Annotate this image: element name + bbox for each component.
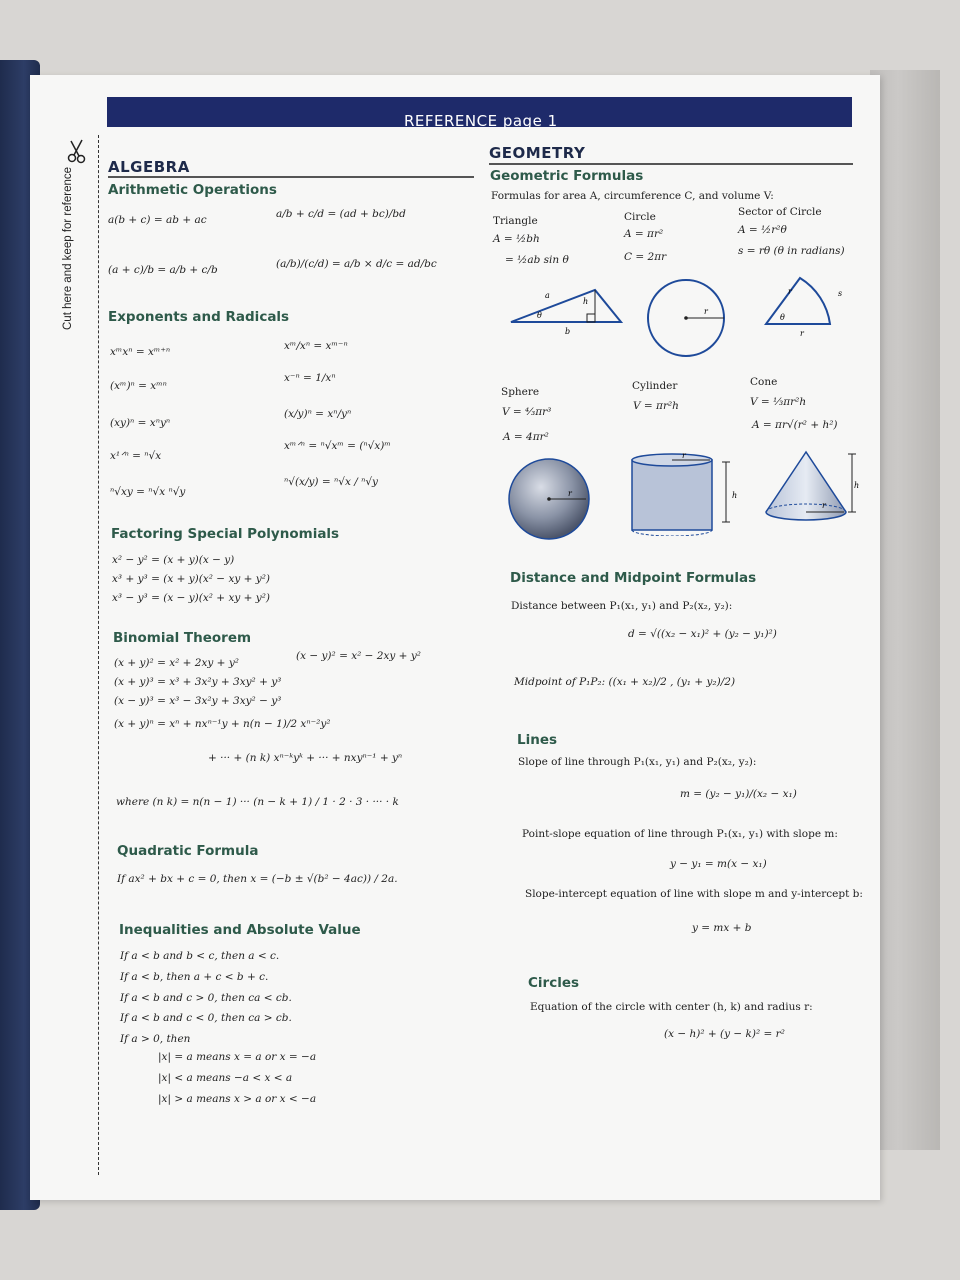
- exp-right-4: xᵐᐟⁿ = ⁿ√xᵐ = (ⁿ√x)ᵐ: [284, 440, 391, 452]
- distance-formula: d = √((x₂ − x₁)² + (y₂ − y₁)²): [628, 628, 777, 640]
- triangle-area-2: = ½ab sin θ: [505, 254, 569, 266]
- slope-intro: Slope of line through P₁(x₁, y₁) and P₂(x₂, y₂):: [518, 756, 757, 768]
- circle-area: A = πr²: [624, 228, 664, 240]
- exp-left-2: (xᵐ)ⁿ = xᵐⁿ: [110, 380, 167, 392]
- exp-left-5: ⁿ√xy = ⁿ√x ⁿ√y: [110, 486, 186, 498]
- cylinder-label: Cylinder: [632, 380, 678, 392]
- triangle-h-label: h: [583, 297, 589, 306]
- slope-intercept-formula: y = mx + b: [692, 922, 752, 934]
- circle-label: Circle: [624, 211, 656, 223]
- cylinder-volume: V = πr²h: [633, 400, 679, 412]
- distance-intro: Distance between P₁(x₁, y₁) and P₂(x₂, y₂):: [511, 600, 733, 612]
- inequality-line-7: |x| < a means −a < x < a: [158, 1072, 293, 1084]
- binomial-line-3: (x − y)³ = x³ − 3x²y + 3xy² − y³: [114, 695, 282, 707]
- triangle-label: Triangle: [493, 215, 538, 227]
- circle-circumference: C = 2πr: [624, 251, 667, 263]
- binomial-line-4: (x + y)ⁿ = xⁿ + nxⁿ⁻¹y + n(n − 1)/2 xⁿ⁻²y²: [114, 718, 331, 730]
- cone-figure: [760, 446, 864, 526]
- factoring-line-1: x² − y² = (x + y)(x − y): [112, 554, 235, 566]
- reference-title: REFERENCE page 1: [404, 112, 558, 130]
- inequality-line-4: If a < b and c < 0, then ca > cb.: [120, 1012, 292, 1024]
- geometric-intro: Formulas for area A, circumference C, and volume V:: [491, 190, 774, 202]
- binomial-line-1b: (x − y)² = x² − 2xy + y²: [296, 650, 421, 662]
- triangle-theta-label: θ: [537, 311, 542, 320]
- cone-r-label: r: [822, 501, 826, 510]
- exp-left-1: xᵐxⁿ = xᵐ⁺ⁿ: [110, 346, 171, 358]
- sphere-area: A = 4πr²: [503, 431, 549, 443]
- factoring-heading: Factoring Special Polynomials: [111, 526, 340, 542]
- binomial-heading: Binomial Theorem: [113, 630, 252, 646]
- inequality-line-5: If a > 0, then: [120, 1033, 191, 1045]
- factoring-line-2: x³ + y³ = (x + y)(x² − xy + y²): [112, 573, 271, 585]
- sector-theta-label: θ: [780, 313, 785, 322]
- inequality-line-6: |x| = a means x = a or x = −a: [158, 1051, 317, 1063]
- slope-intercept-intro: Slope-intercept equation of line with slope m and y-intercept b:: [525, 888, 863, 900]
- quadratic-formula: If ax² + bx + c = 0, then x = (−b ± √(b² − 4ac)) / 2a.: [117, 873, 398, 885]
- distance-heading: Distance and Midpoint Formulas: [510, 570, 757, 586]
- cylinder-figure: [626, 452, 742, 536]
- exp-right-1: xᵐ/xⁿ = xᵐ⁻ⁿ: [284, 340, 348, 352]
- arith-formula-3: (a + c)/b = a/b + c/b: [108, 264, 218, 276]
- point-slope-intro: Point-slope equation of line through P₁(x₁, y₁) with slope m:: [522, 828, 838, 840]
- binomial-line-5: + ··· + (n k) xⁿ⁻ᵏyᵏ + ··· + nxyⁿ⁻¹ + yⁿ: [208, 752, 403, 764]
- binomial-line-1: (x + y)² = x² + 2xy + y²: [114, 657, 239, 669]
- circle-r-label: r: [704, 307, 708, 316]
- arith-formula-1: a(b + c) = ab + ac: [108, 214, 207, 226]
- exp-left-3: (xy)ⁿ = xⁿyⁿ: [110, 417, 171, 429]
- circles-heading: Circles: [528, 975, 580, 991]
- inequality-line-2: If a < b, then a + c < b + c.: [120, 971, 269, 983]
- cut-line: [98, 135, 99, 1175]
- exp-right-5: ⁿ√(x/y) = ⁿ√x / ⁿ√y: [284, 476, 378, 488]
- factoring-line-3: x³ − y³ = (x − y)(x² + xy + y²): [112, 592, 271, 604]
- algebra-rule: [108, 176, 474, 178]
- point-slope-formula: y − y₁ = m(x − x₁): [670, 858, 767, 870]
- sector-r2-label: r: [800, 329, 804, 338]
- geometry-rule: [489, 163, 853, 165]
- triangle-area-1: A = ½bh: [493, 233, 540, 245]
- circles-intro: Equation of the circle with center (h, k) and radius r:: [530, 1001, 813, 1013]
- binomial-line-6: where (n k) = n(n − 1) ··· (n − k + 1) / 1 · 2 · 3 · ··· · k: [116, 796, 399, 808]
- cone-area: A = πr√(r² + h²): [752, 419, 838, 431]
- exponents-heading: Exponents and Radicals: [108, 309, 290, 325]
- arith-formula-4: (a/b)/(c/d) = a/b × d/c = ad/bc: [276, 258, 437, 270]
- sphere-figure: [506, 456, 592, 542]
- cut-label: Cut here and keep for reference: [62, 166, 74, 330]
- sector-s-label: s: [838, 289, 843, 298]
- sector-figure: [760, 274, 850, 340]
- quadratic-heading: Quadratic Formula: [117, 843, 259, 859]
- exp-left-4: x¹ᐟⁿ = ⁿ√x: [110, 450, 162, 462]
- cone-h-label: h: [854, 481, 860, 490]
- lines-heading: Lines: [517, 732, 558, 748]
- inequalities-heading: Inequalities and Absolute Value: [119, 922, 361, 938]
- arithmetic-heading: Arithmetic Operations: [108, 182, 277, 198]
- exp-right-2: x⁻ⁿ = 1/xⁿ: [284, 372, 336, 384]
- page-edge: [870, 70, 940, 1150]
- slope-formula: m = (y₂ − y₁)/(x₂ − x₁): [680, 788, 797, 800]
- triangle-figure: [505, 282, 630, 338]
- sector-arc: s = rθ (θ in radians): [738, 245, 845, 257]
- sphere-volume: V = ⁴⁄₃πr³: [502, 406, 552, 418]
- circle-equation: (x − h)² + (y − k)² = r²: [664, 1028, 785, 1040]
- binomial-line-2: (x + y)³ = x³ + 3x²y + 3xy² + y³: [114, 676, 282, 688]
- exp-right-3: (x/y)ⁿ = xⁿ/yⁿ: [284, 408, 352, 420]
- midpoint-formula: Midpoint of P₁P₂: ((x₁ + x₂)/2 , (y₁ + y₂)/2): [514, 676, 736, 688]
- scissors-icon: [66, 138, 88, 164]
- algebra-title: ALGEBRA: [108, 158, 190, 176]
- triangle-a-label: a: [545, 291, 550, 300]
- inequality-line-1: If a < b and b < c, then a < c.: [120, 950, 280, 962]
- geometric-formulas-heading: Geometric Formulas: [490, 168, 644, 184]
- circle-figure: [644, 276, 728, 360]
- sphere-label: Sphere: [501, 386, 540, 398]
- inequality-line-8: |x| > a means x > a or x < −a: [158, 1093, 317, 1105]
- sector-label: Sector of Circle: [738, 206, 822, 218]
- cylinder-r-label: r: [682, 452, 686, 460]
- sector-area: A = ½r²θ: [738, 224, 787, 236]
- geometry-title: GEOMETRY: [489, 144, 586, 162]
- inequality-line-3: If a < b and c > 0, then ca < cb.: [120, 992, 292, 1004]
- sector-r-label: r: [788, 287, 792, 296]
- cone-volume: V = ⅓πr²h: [750, 396, 807, 408]
- cylinder-h-label: h: [732, 491, 738, 500]
- cone-label: Cone: [750, 376, 778, 388]
- sphere-r-label: r: [568, 489, 572, 498]
- arith-formula-2: a/b + c/d = (ad + bc)/bd: [276, 208, 406, 220]
- triangle-b-label: b: [565, 327, 571, 336]
